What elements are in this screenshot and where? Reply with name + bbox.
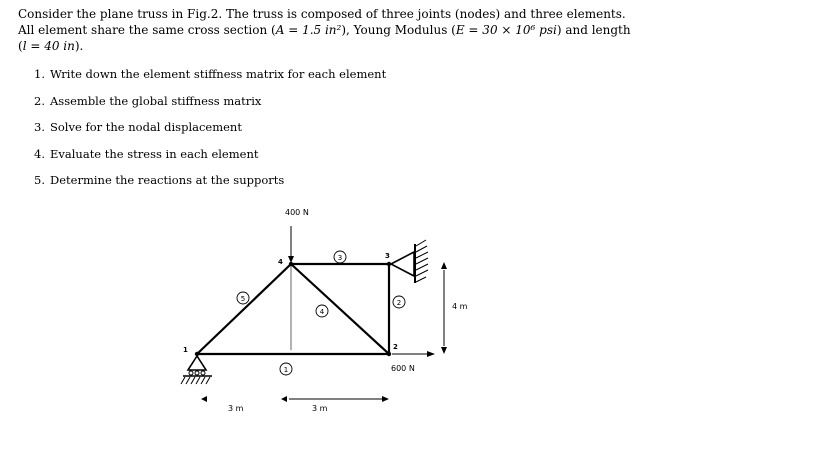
node-label-3: 3	[385, 252, 390, 260]
horizontal-load-arrow	[392, 351, 435, 357]
area-value: A = 1.5 in²	[275, 23, 342, 37]
modulus-value: E = 30 × 10⁶ psi	[455, 23, 557, 37]
node-3-dot	[387, 262, 391, 266]
element-label-4: 4	[319, 308, 325, 316]
problem-line-1: Consider the plane truss in Fig.2. The truss is composed of three joints (nodes) and three elements.	[18, 7, 626, 21]
task-item: 3. Solve for the nodal displacement	[34, 120, 242, 134]
wall-support	[391, 240, 428, 283]
dimension-left	[201, 396, 207, 402]
member-5	[197, 264, 291, 354]
problem-line-2: All element share the same cross section (A = 1.5 in²), Young Modulus (E = 30 × 10⁶ psi) and length	[18, 23, 631, 37]
member-4	[291, 264, 389, 354]
task-item: 5. Determine the reactions at the supports	[34, 173, 285, 187]
pin-support	[181, 356, 212, 384]
node-label-1: 1	[183, 346, 188, 354]
task-item: 4. Evaluate the stress in each element	[34, 146, 259, 161]
element-label-2: 2	[396, 299, 402, 307]
load-vertical-label: 400 N	[285, 208, 309, 217]
vertical-load-arrow	[288, 226, 294, 263]
dimension-right-label: 3 m	[312, 404, 328, 413]
dimension-left-label: 3 m	[228, 404, 244, 413]
element-label-3: 3	[337, 254, 343, 262]
load-horizontal-label: 600 N	[391, 364, 415, 373]
problem-line-3: (l = 40 in).	[18, 39, 84, 53]
dimension-height-label: 4 m	[452, 302, 468, 311]
node-label-4: 4	[278, 258, 283, 266]
element-label-5: 5	[240, 295, 246, 303]
length-value: l = 40 in	[22, 39, 75, 53]
element-label-1: 1	[283, 366, 289, 374]
node-2-dot	[387, 352, 391, 356]
dimension-height	[441, 262, 447, 354]
task-item: 1. Write down the element stiffness matrix for each element	[34, 67, 387, 81]
task-item: 2. Assemble the global stiffness matrix	[34, 93, 262, 108]
node-label-2: 2	[393, 343, 398, 351]
dimension-right	[281, 396, 389, 402]
node-1-dot	[195, 352, 199, 356]
